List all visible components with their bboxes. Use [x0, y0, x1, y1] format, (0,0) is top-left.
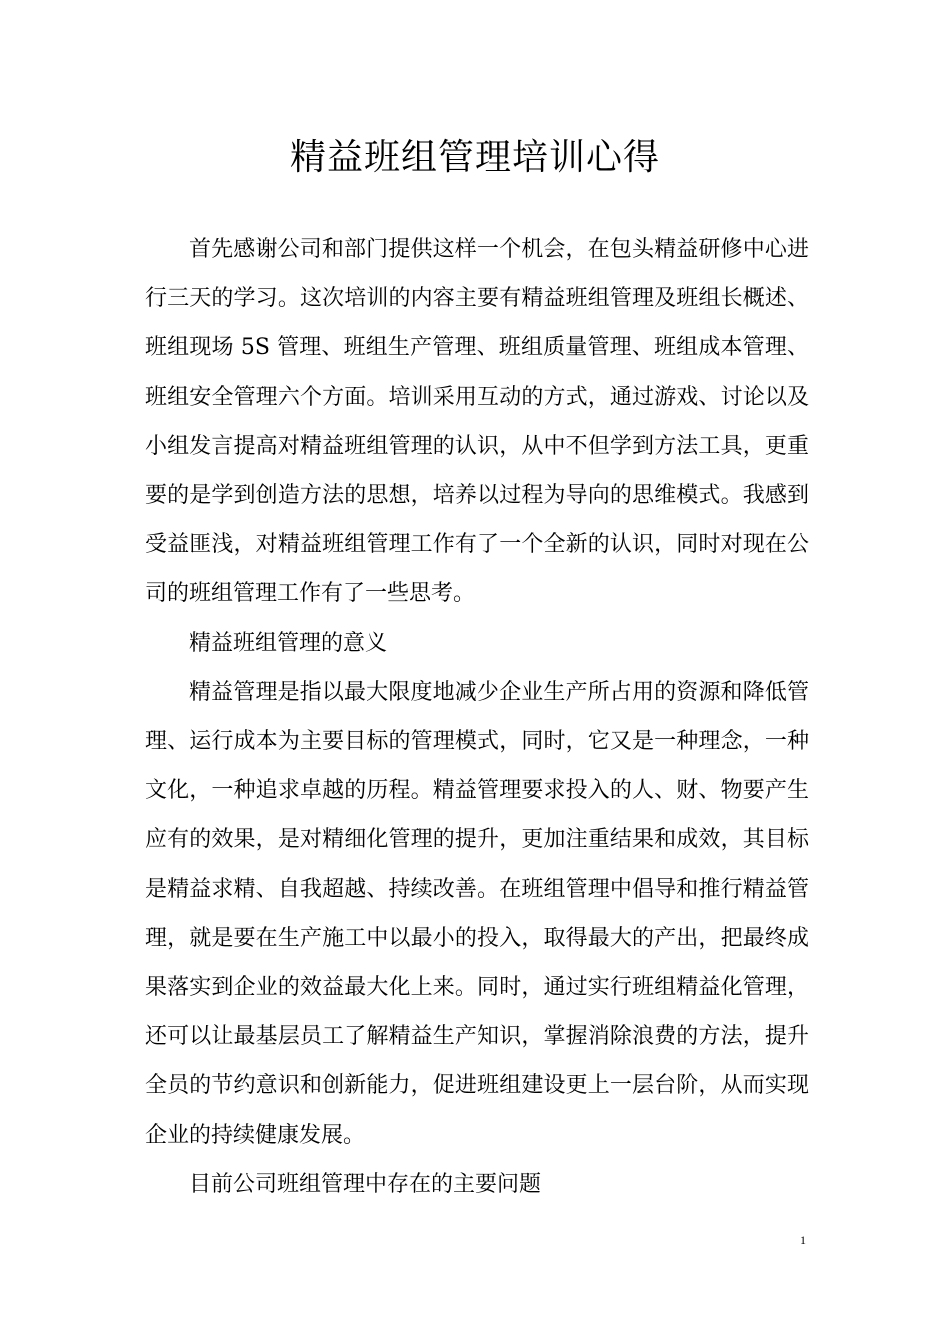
document-title: 精益班组管理培训心得 [289, 137, 660, 178]
section-heading-significance: 精益班组管理的意义 [189, 630, 388, 656]
paragraph-intro: 首先感谢公司和部门提供这样一个机会，在包头精益研修中心进行三天的学习。这次培训的内容主要有精益班组管理及班组长概述、班组现场 5S 管理、班组生产管理、班组质量管理、班组成本管理、班组安全管理六个方面。培训采用互动的方式，通过游戏、讨论以及小组发言提高对精益班组管理的认识，从中不但学到方法工具，更重要的是学到创造方法的思想，培养以过程为导向的思维模式。我感到受益匪浅，对精益班组管理工作有了一个全新的认识，同时对现在公司的班组管理工作有了一些思考。 [145, 237, 809, 607]
document-body [145, 225, 809, 1209]
page-number: 1 [800, 1233, 806, 1247]
section-heading-problems: 目前公司班组管理中存在的主要问题 [189, 1171, 542, 1197]
paragraph-significance: 精益管理是指以最大限度地减少企业生产所占用的资源和降低管理、运行成本为主要目标的管理模式，同时，它又是一种理念，一种文化，一种追求卓越的历程。精益管理要求投入的人、财、物要产生应有的效果，是对精细化管理的提升，更加注重结果和成效，其目标是精益求精、自我超越、持续改善。在班组管理中倡导和推行精益管理，就是要在生产施工中以最小的投入，取得最大的产出，把最终成果落实到企业的效益最大化上来。同时，通过实行班组精益化管理，还可以让最基层员工了解精益生产知识，掌握消除浪费的方法，提升全员的节约意识和创新能力，促进班组建设更上一层台阶，从而实现企业的持续健康发展。 [145, 679, 809, 1148]
